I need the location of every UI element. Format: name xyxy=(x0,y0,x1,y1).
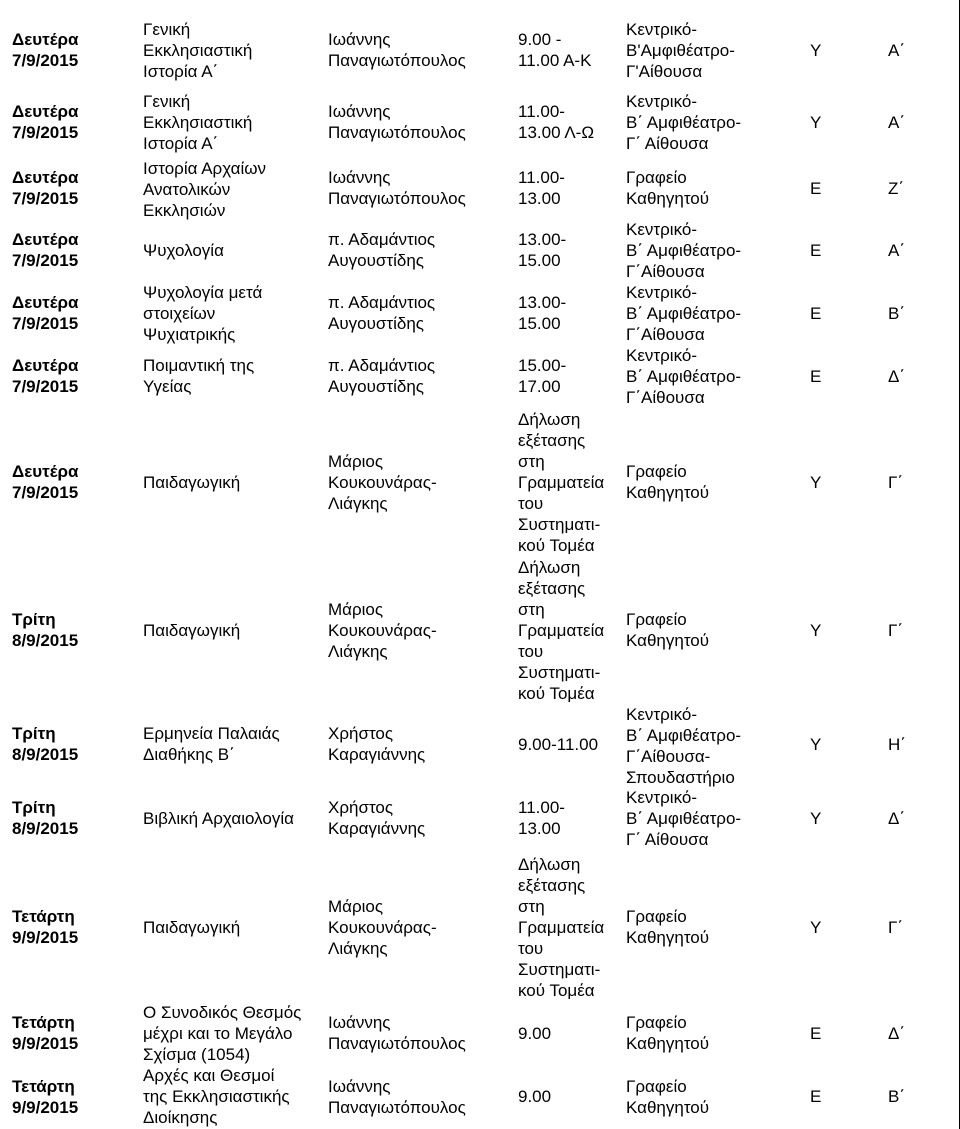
course-type: Υ xyxy=(810,621,822,640)
exam-day: Τρίτη 8/9/2015 xyxy=(12,724,79,764)
table-row xyxy=(0,1002,960,1064)
exam-time: 9.00 - 11.00 Α-Κ xyxy=(518,30,592,70)
exam-time: 11.00- 13.00 Λ-Ω xyxy=(518,102,595,142)
semester-label: Β΄ xyxy=(888,1087,905,1106)
table-row xyxy=(0,1064,960,1129)
exam-time: Δήλωση εξέτασης στη Γραμματεία του Συστηματι- κού Τομέα xyxy=(518,410,605,555)
course-type: Ε xyxy=(810,304,822,323)
professor-name: π. Αδαμάντιος Αυγουστίδης xyxy=(328,293,436,333)
course-name: Ο Συνοδικός Θεσμός μέχρι και το Μεγάλο Σχίσμα (1054) xyxy=(143,1003,302,1064)
exam-day: Δευτέρα 7/9/2015 xyxy=(12,30,79,70)
table-row xyxy=(0,218,960,282)
exam-day: Τετάρτη 9/9/2015 xyxy=(12,907,79,947)
table-row xyxy=(0,556,960,704)
professor-name: Μάριος Κουκουνάρας- Λιάγκης xyxy=(328,452,437,513)
exam-room: Κεντρικό- Β΄ Αμφιθέατρο- Γ΄Αίθουσα xyxy=(626,283,742,344)
course-type: Ε xyxy=(810,1024,822,1043)
exam-day: Δευτέρα 7/9/2015 xyxy=(12,168,79,208)
professor-name: π. Αδαμάντιος Αυγουστίδης xyxy=(328,356,436,396)
table-row xyxy=(0,86,960,158)
course-type: Υ xyxy=(810,113,822,132)
course-name: Βιβλική Αρχαιολογία xyxy=(143,809,294,828)
exam-room: Κεντρικό- Β΄ Αμφιθέατρο- Γ΄Αίθουσα xyxy=(626,346,742,407)
exam-room: Γραφείο Καθηγητού xyxy=(626,462,710,502)
exam-room: Γραφείο Καθηγητού xyxy=(626,907,710,947)
exam-day: Δευτέρα 7/9/2015 xyxy=(12,293,79,333)
course-name: Παιδαγωγική xyxy=(143,918,241,937)
professor-name: Ιωάννης Παναγιωτόπουλος xyxy=(328,1013,466,1053)
exam-room: Κεντρικό- Β΄ Αμφιθέατρο- Γ΄ Αίθουσα xyxy=(626,788,742,849)
semester-label: Ζ΄ xyxy=(888,179,905,198)
professor-name: π. Αδαμάντιος Αυγουστίδης xyxy=(328,230,436,270)
exam-day: Τρίτη 8/9/2015 xyxy=(12,798,79,838)
table-row xyxy=(0,852,960,1002)
professor-name: Ιωάννης Παναγιωτόπουλος xyxy=(328,168,466,208)
exam-time: 11.00- 13.00 xyxy=(518,798,565,838)
exam-day: Τετάρτη 9/9/2015 xyxy=(12,1077,79,1117)
exam-time: 9.00 xyxy=(518,1087,552,1106)
course-type: Υ xyxy=(810,735,822,754)
table-row xyxy=(0,158,960,218)
semester-label: Α΄ xyxy=(888,41,905,60)
course-type: Ε xyxy=(810,179,822,198)
semester-label: Δ΄ xyxy=(888,367,906,386)
table-row xyxy=(0,784,960,852)
table-row xyxy=(0,344,960,408)
semester-label: Η΄ xyxy=(888,735,906,754)
exam-time: 13.00- 15.00 xyxy=(518,293,567,333)
exam-day: Δευτέρα 7/9/2015 xyxy=(12,356,79,396)
exam-room: Κεντρικό- Β΄ Αμφιθέατρο- Γ΄Αίθουσα- Σπουδαστήριο xyxy=(626,705,742,787)
course-type: Ε xyxy=(810,367,822,386)
table-row xyxy=(0,14,960,86)
exam-room: Γραφείο Καθηγητού xyxy=(626,1013,710,1053)
course-name: Γενική Εκκλησιαστική Ιστορία Α΄ xyxy=(143,20,253,81)
course-type: Ε xyxy=(810,241,822,260)
semester-label: Δ΄ xyxy=(888,1024,906,1043)
exam-room: Γραφείο Καθηγητού xyxy=(626,610,710,650)
professor-name: Ιωάννης Παναγιωτόπουλος xyxy=(328,102,466,142)
exam-day: Δευτέρα 7/9/2015 xyxy=(12,462,79,502)
course-type: Υ xyxy=(810,41,822,60)
course-name: Γενική Εκκλησιαστική Ιστορία Α΄ xyxy=(143,92,253,153)
exam-time: 9.00-11.00 xyxy=(518,735,599,754)
exam-day: Δευτέρα 7/9/2015 xyxy=(12,102,79,142)
professor-name: Χρήστος Καραγιάννης xyxy=(328,798,426,838)
course-type: Ε xyxy=(810,1087,822,1106)
course-name: Ερμηνεία Παλαιάς Διαθήκης Β΄ xyxy=(143,724,280,764)
course-name: Ιστορία Αρχαίων Ανατολικών Εκκλησιών xyxy=(143,159,267,220)
course-type: Υ xyxy=(810,809,822,828)
exam-room: Κεντρικό- Β΄ Αμφιθέατρο- Γ΄ Αίθουσα xyxy=(626,92,742,153)
course-name: Ποιμαντική της Υγείας xyxy=(143,356,255,396)
course-name: Ψυχολογία μετά στοιχείων Ψυχιατρικής xyxy=(143,283,263,344)
professor-name: Ιωάννης Παναγιωτόπουλος xyxy=(328,1077,466,1117)
exam-time: Δήλωση εξέτασης στη Γραμματεία του Συστηματι- κού Τομέα xyxy=(518,855,605,1000)
exam-day: Δευτέρα 7/9/2015 xyxy=(12,230,79,270)
exam-room: Γραφείο Καθηγητού xyxy=(626,168,710,208)
course-name: Παιδαγωγική xyxy=(143,621,241,640)
course-name: Ψυχολογία xyxy=(143,241,224,260)
semester-label: Α΄ xyxy=(888,113,905,132)
exam-room: Κεντρικό- Β΄ Αμφιθέατρο- Γ΄Αίθουσα xyxy=(626,220,742,281)
semester-label: Β΄ xyxy=(888,304,905,323)
professor-name: Μάριος Κουκουνάρας- Λιάγκης xyxy=(328,600,437,661)
exam-time: Δήλωση εξέτασης στη Γραμματεία του Συστηματι- κού Τομέα xyxy=(518,558,605,703)
exam-time: 11.00- 13.00 xyxy=(518,168,565,208)
professor-name: Χρήστος Καραγιάννης xyxy=(328,724,426,764)
exam-time: 9.00 xyxy=(518,1024,552,1043)
table-row xyxy=(0,408,960,556)
semester-label: Α΄ xyxy=(888,241,905,260)
course-name: Παιδαγωγική xyxy=(143,473,241,492)
exam-room: Κεντρικό- Β'Αμφιθέατρο- Γ'Αίθουσα xyxy=(626,20,735,81)
course-name: Αρχές και Θεσμοί της Εκκλησιαστικής Διοίκησης xyxy=(143,1066,290,1127)
exam-time: 15.00- 17.00 xyxy=(518,356,567,396)
exam-room: Γραφείο Καθηγητού xyxy=(626,1077,710,1117)
semester-label: Γ΄ xyxy=(888,473,904,492)
exam-day: Τετάρτη 9/9/2015 xyxy=(12,1013,79,1053)
semester-label: Γ΄ xyxy=(888,621,904,640)
professor-name: Μάριος Κουκουνάρας- Λιάγκης xyxy=(328,897,437,958)
course-type: Υ xyxy=(810,918,822,937)
table-row xyxy=(0,704,960,787)
professor-name: Ιωάννης Παναγιωτόπουλος xyxy=(328,30,466,70)
course-type: Υ xyxy=(810,473,822,492)
semester-label: Δ΄ xyxy=(888,809,906,828)
exam-time: 13.00- 15.00 xyxy=(518,230,567,270)
table-row xyxy=(0,282,960,344)
exam-day: Τρίτη 8/9/2015 xyxy=(12,610,79,650)
semester-label: Γ΄ xyxy=(888,918,904,937)
